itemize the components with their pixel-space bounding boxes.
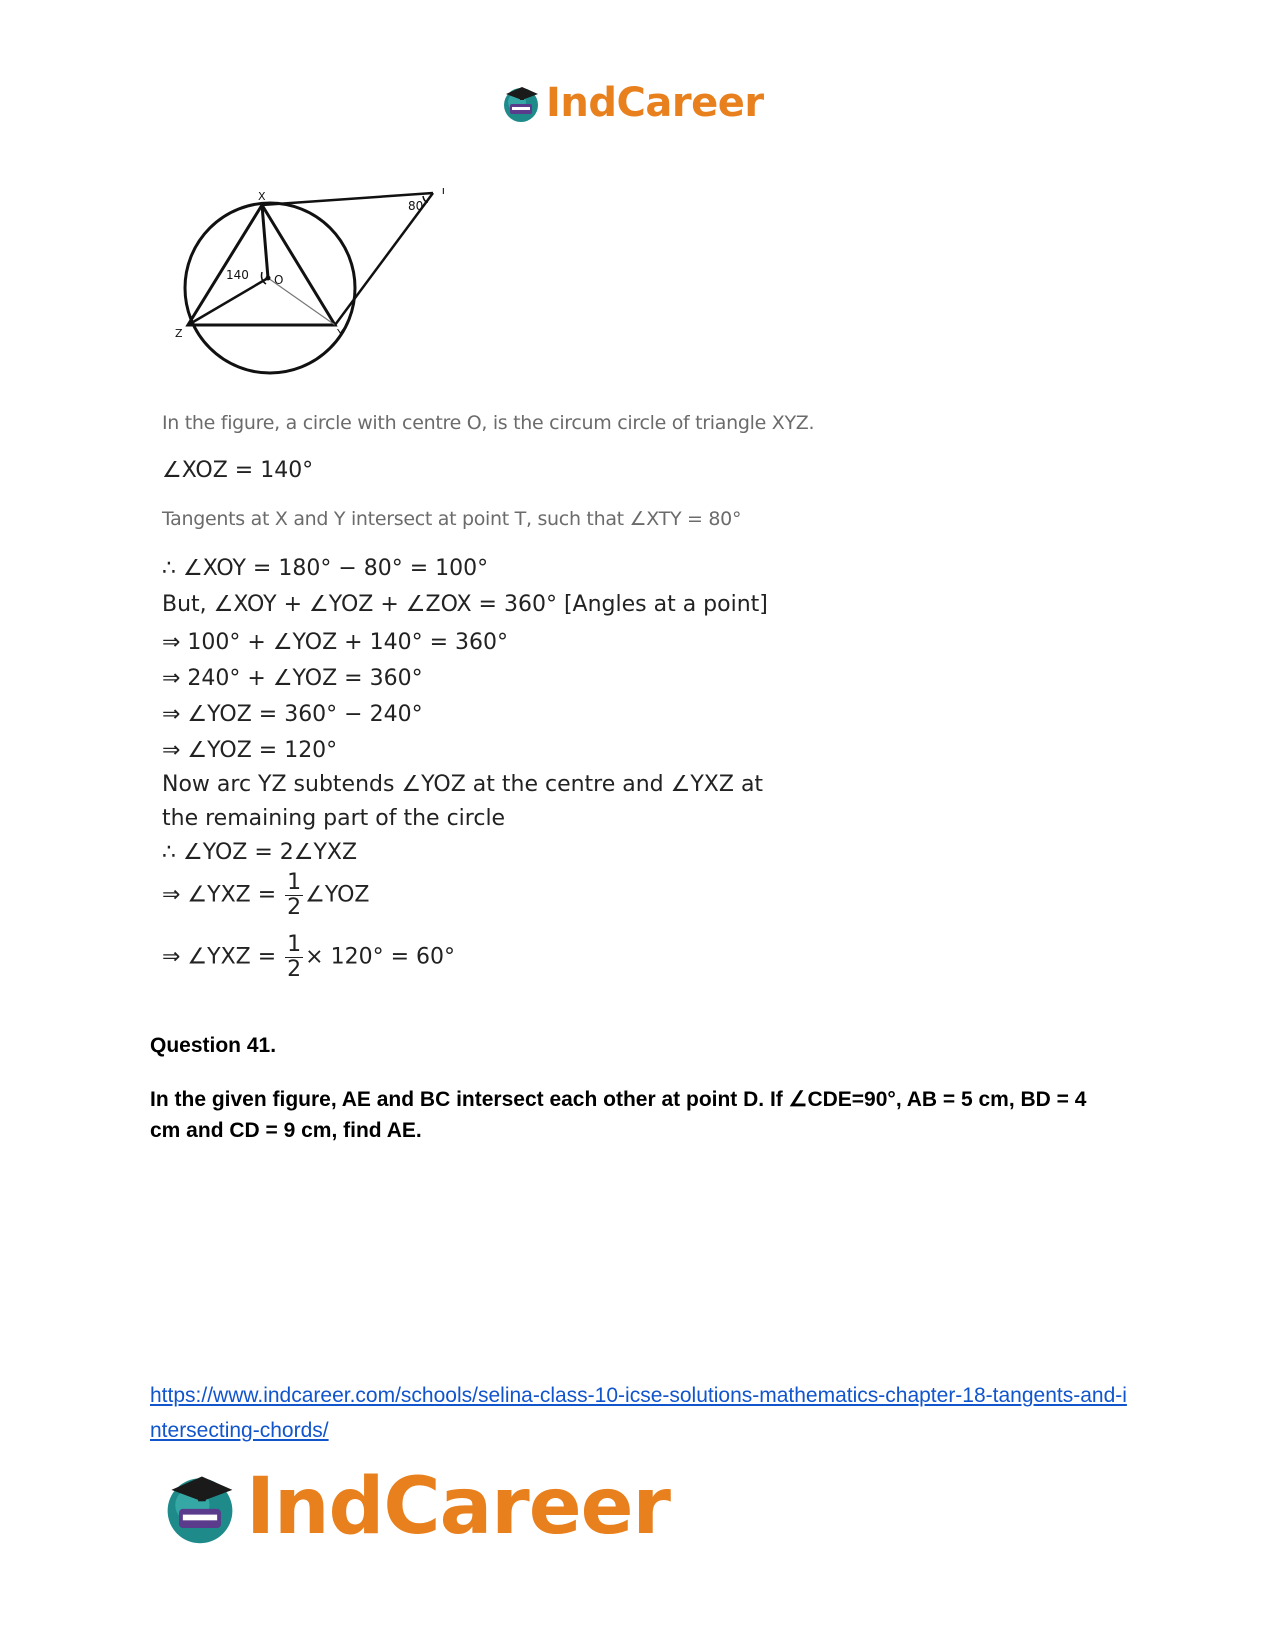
solution-line-5: But, ∠XOY + ∠YOZ + ∠ZOX = 360° [Angles at a point] — [162, 592, 768, 617]
fraction-half: $\frac{1}{2}$ — [287, 870, 302, 920]
label-z: Z — [175, 327, 183, 340]
label-angle-o: 140 — [226, 268, 249, 282]
label-y: Y — [337, 327, 344, 340]
solution-line-12: ∴ ∠YOZ = 2∠YXZ — [162, 840, 358, 865]
solution-line-1: In the figure, a circle with centre O, is the circum circle of triangle XYZ. — [162, 412, 815, 434]
graduation-globe-icon — [160, 1467, 240, 1547]
question-text: In the given figure, AE and BC intersect each other at point D. If ∠CDE=90°, AB = 5 cm, BD = 4 cm and CD = 9 cm, find AE. — [150, 1088, 1087, 1142]
solution-line-3: Tangents at X and Y intersect at point T, such that ∠XTY = 80° — [162, 508, 742, 530]
solution-line-6: ⇒ 100° + ∠YOZ + 140° = 360° — [162, 630, 509, 655]
brand-name: IndCareer — [546, 80, 764, 126]
solution-line-10: Now arc YZ subtends ∠YOZ at the centre and ∠YXZ at — [162, 772, 764, 797]
footer-logo — [160, 1462, 670, 1552]
triangle-xyz — [188, 205, 335, 325]
solution-line-13: ⇒ ∠YXZ = $\frac{1}{2}$ ∠YOZ — [162, 870, 370, 920]
fraction-half: $\frac{1}{2}$ — [287, 932, 302, 982]
label-x: X — [258, 190, 266, 203]
label-angle-t: 80 — [408, 199, 424, 213]
solution-line-11: the remaining part of the circle — [162, 806, 506, 831]
source-link[interactable]: https://www.indcareer.com/schools/selina-class-10-icse-solutions-mathematics-chapter-18-tangents-and-intersecting-chords/ — [150, 1384, 1127, 1442]
label-o: O — [274, 273, 284, 287]
solution-line-2: ∠XOZ = 140° — [162, 458, 314, 483]
circle-tangent-figure — [170, 188, 470, 388]
solution-line-14: ⇒ ∠YXZ = $\frac{1}{2}$ × 120° = 60° — [162, 932, 455, 982]
graduation-globe-icon — [500, 82, 542, 124]
solution-line-8: ⇒ ∠YOZ = 360° − 240° — [162, 702, 423, 727]
label-t: T — [440, 188, 447, 197]
brand-name: IndCareer — [246, 1462, 670, 1552]
solution-line-7: ⇒ 240° + ∠YOZ = 360° — [162, 666, 423, 691]
solution-line-9: ⇒ ∠YOZ = 120° — [162, 738, 338, 763]
question-title: Question 41. — [150, 1034, 277, 1057]
solution-line-4: ∴ ∠XOY = 180° − 80° = 100° — [162, 556, 489, 581]
header-logo — [500, 78, 764, 128]
